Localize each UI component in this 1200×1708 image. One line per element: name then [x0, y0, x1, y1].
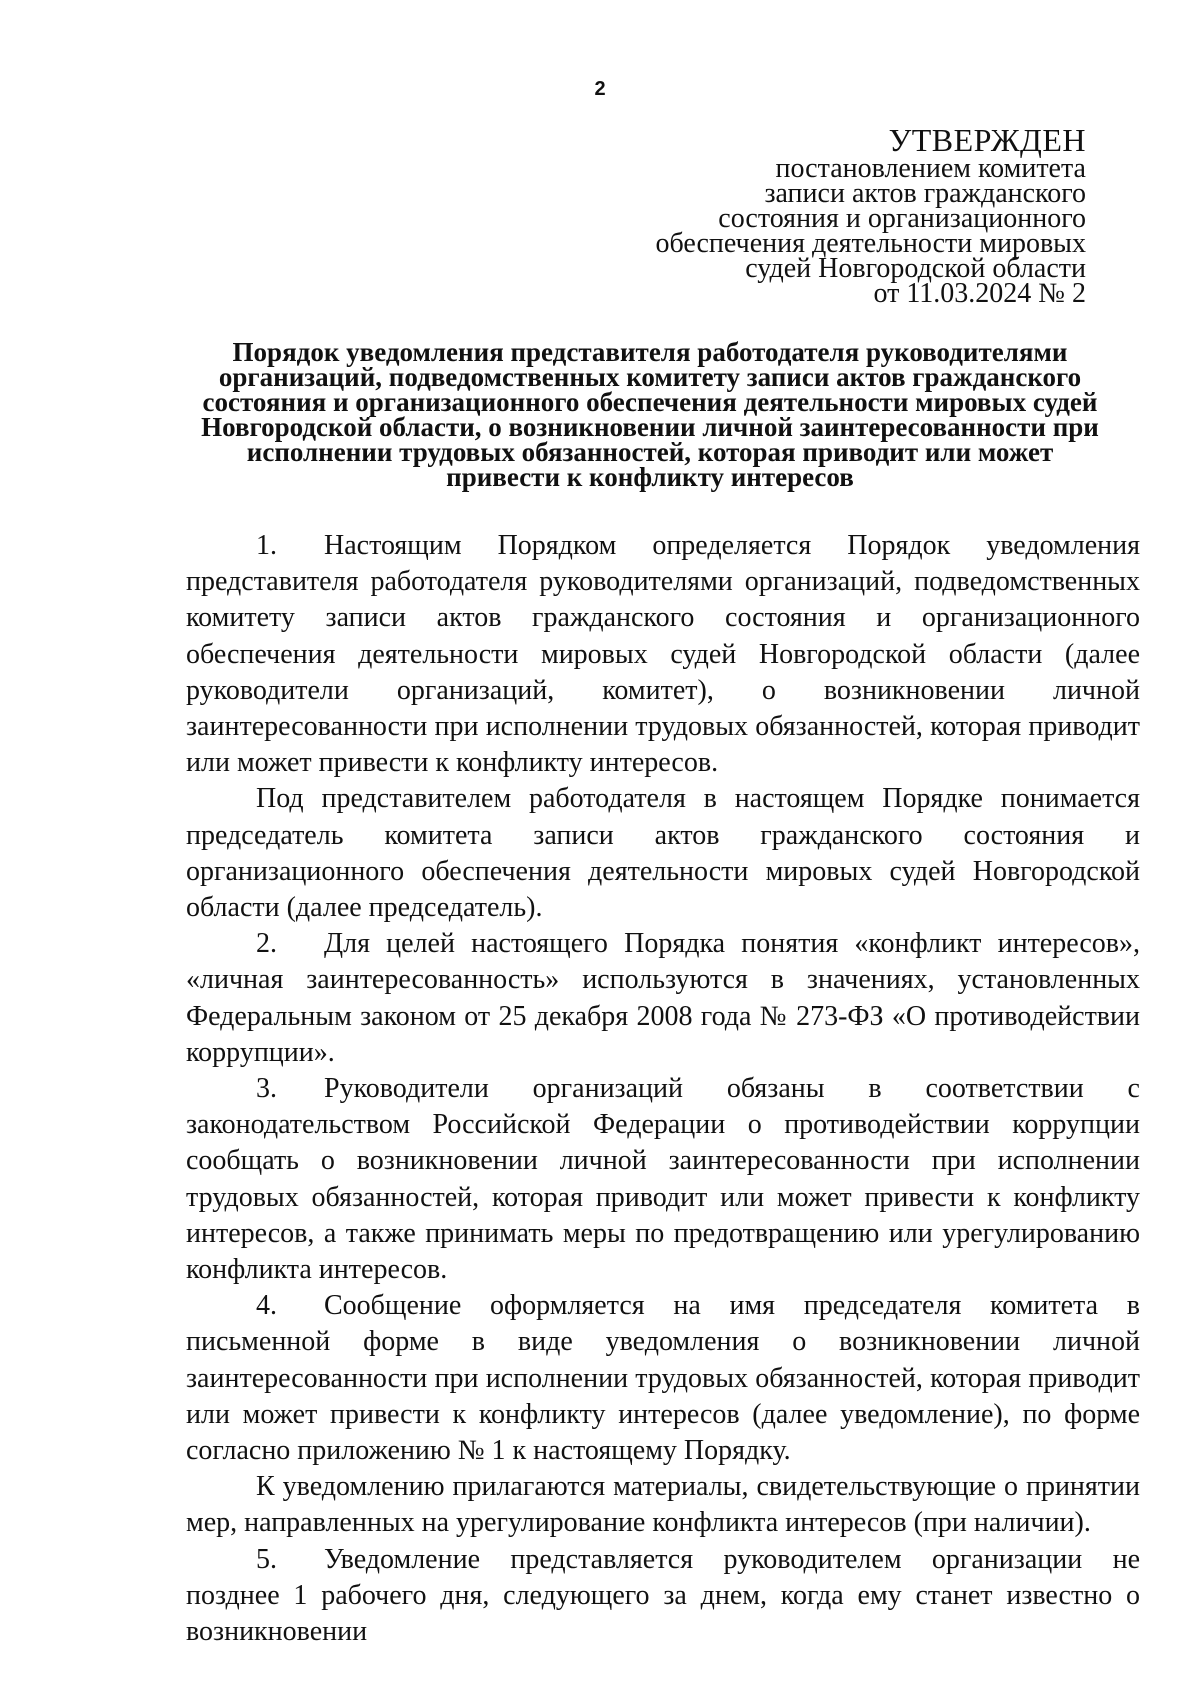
- approval-block: [655, 122, 1086, 309]
- title-line: исполнении трудовых обязанностей, которая приводит или может: [246, 437, 1054, 467]
- approval-line: записи актов гражданского: [764, 178, 1086, 209]
- paragraph-4-continued: [186, 1469, 1140, 1541]
- approval-date-line: от 11.03.2024 № 2: [873, 278, 1086, 309]
- title-line: состояния и организационного обеспечения деятельности мировых судей: [202, 387, 1098, 417]
- paragraph-3: [186, 1071, 1140, 1288]
- approval-heading: УТВЕРЖДЕН: [888, 122, 1086, 158]
- approval-line: обеспечения деятельности мировых: [655, 228, 1086, 259]
- title-line: Новгородской области, о возникновении личной заинтересованности при: [201, 412, 1099, 442]
- title-line: организаций, подведомственных комитету записи актов гражданского: [218, 362, 1082, 392]
- paragraph-text: Руководители организаций обязаны в соответствии с законодательством Российской Федерации о противодействии коррупции сообщать о возникновении личной заинтересованности при исполнении трудовых обязанностей, которая приводит или может привести к конфликту интересов, а также принимать меры по предотвращению или урегулированию конфликта интересов.: [186, 1073, 1140, 1286]
- paragraph-text: Настоящим Порядком определяется Порядок уведомления представителя работодателя руководителями организаций, подведомственных комитету записи актов гражданского состояния и организационного обеспечения деятельности мировых судей Новгородской области (далее руководители организаций, комитет), о возникновении личной заинтересованности при исполнении трудовых обязанностей, которая приводит или может привести к конфликту интересов.: [186, 530, 1140, 779]
- paragraph-4: [186, 1288, 1140, 1469]
- document-body: [186, 528, 1140, 1650]
- paragraph-text: Под представителем работодателя в настоящем Порядке понимается председатель комитета записи актов гражданского состояния и организационного обеспечения деятельности мировых судей Новгородской области (далее председатель).: [186, 783, 1140, 924]
- paragraph-number: 3.: [256, 1073, 277, 1105]
- title-line: привести к конфликту интересов: [446, 462, 854, 492]
- paragraph-number: 4.: [256, 1290, 277, 1322]
- paragraph-1: [186, 528, 1140, 781]
- paragraph-2: [186, 926, 1140, 1071]
- document-title: [180, 337, 1120, 492]
- paragraph-text: Сообщение оформляется на имя председателя комитета в письменной форме в виде уведомления о возникновении личной заинтересованности при исполнении трудовых обязанностей, которая приводит или может привести к конфликту интересов (далее уведомление), по форме согласно приложению № 1 к настоящему Порядку.: [186, 1290, 1140, 1467]
- paragraph-text: Для целей настоящего Порядка понятия «конфликт интересов», «личная заинтересованность» используются в значениях, установленных Федеральным законом от 25 декабря 2008 года № 273-ФЗ «О противодействии коррупции».: [186, 928, 1140, 1068]
- paragraph-5: [186, 1542, 1140, 1651]
- approval-line: постановлением комитета: [775, 153, 1086, 184]
- page-number: 2: [594, 78, 606, 100]
- paragraph-text: Уведомление представляется руководителем организации не позднее 1 рабочего дня, следующего за днем, когда ему станет известно о возникновении: [186, 1543, 1140, 1648]
- approval-line: судей Новгородской области: [745, 253, 1086, 284]
- paragraph-number: 5.: [256, 1543, 277, 1575]
- approval-line: состояния и организационного: [718, 203, 1086, 234]
- paragraph-number: 1.: [256, 530, 277, 561]
- paragraph-number: 2.: [256, 928, 277, 960]
- paragraph-text: К уведомлению прилагаются материалы, свидетельствующие о принятии мер, направленных на урегулирование конфликта интересов (при наличии).: [186, 1471, 1140, 1539]
- paragraph-1-continued: [186, 781, 1140, 926]
- title-line: Порядок уведомления представителя работодателя руководителями: [232, 337, 1068, 367]
